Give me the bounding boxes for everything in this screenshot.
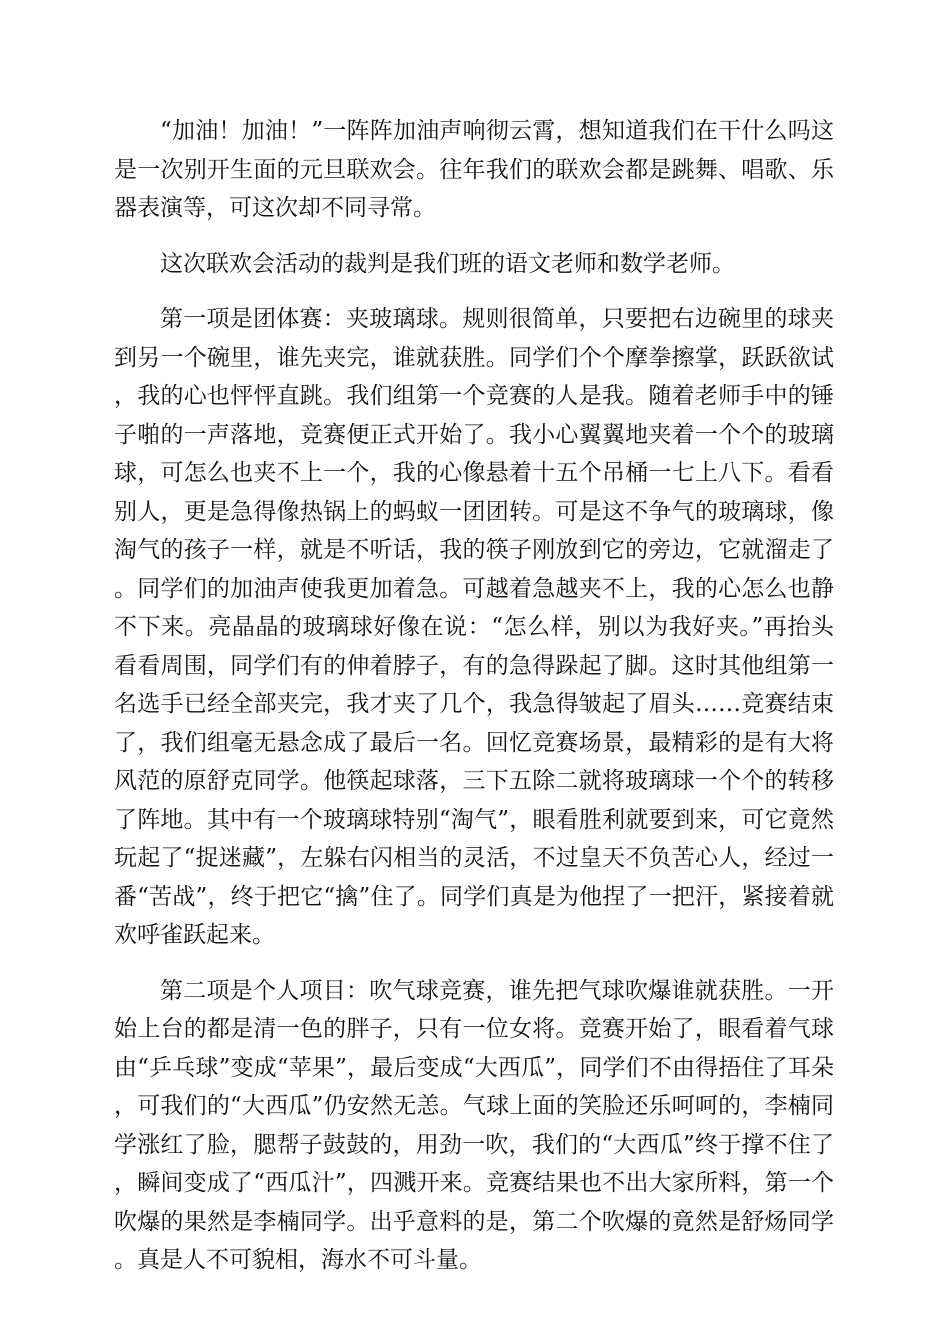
paragraph-balloon-game: 第二项是个人项目：吹气球竞赛，谁先把气球吹爆谁就获胜。一开始上台的都是清一色的胖子，只有一位女将。竞赛开始了，眼看着气球由“乒乓球”变成“苹果”，最后变成“大西瓜”，同学们不由得捂住了耳朵，可我们的“大西瓜”仍安然无恙。气球上面的笑脸还乐呵呵的，李楠同学涨红了脸，腮帮子鼓鼓的，用劲一吹，我们的“大西瓜”终于撑不住了，瞬间变成了“西瓜汁”，四溅开来。竞赛结果也不出大家所料，第一个吹爆的果然是李楠同学。出乎意料的是，第二个吹爆的竟然是舒炀同学。真是人不可貌相，海水不可斗量。 — [114, 977, 834, 1273]
paragraph-judges: 这次联欢会活动的裁判是我们班的语文老师和数学老师。 — [160, 250, 735, 277]
paragraph-intro: “加油！加油！”一阵阵加油声响彻云霄，想知道我们在干什么吗这是一次别开生面的元旦联欢会。往年我们的联欢会都是跳舞、唱歌、乐器表演等，可这次却不同寻常。 — [114, 118, 834, 221]
paragraph-glass-ball-game: 第一项是团体赛：夹玻璃球。规则很简单，只要把右边碗里的球夹到另一个碗里，谁先夹完，谁就获胜。同学们个个摩拳擦掌，跃跃欲试，我的心也怦怦直跳。我们组第一个竞赛的人是我。随着老师手中的锤子啪的一声落地，竞赛便正式开始了。我小心翼翼地夹着一个个的玻璃球，可怎么也夹不上一个，我的心像悬着十五个吊桶一七上八下。看看别人，更是急得像热锅上的蚂蚁一团团转。可是这不争气的玻璃球，像淘气的孩子一样，就是不听话，我的筷子刚放到它的旁边，它就溜走了。同学们的加油声使我更加着急。可越着急越夹不上，我的心怎么也静不下来。亮晶晶的玻璃球好像在说：“怎么样，别以为我好夹。”再抬头看看周围，同学们有的伸着脖子，有的急得跺起了脚。这时其他组第一名选手已经全部夹完，我才夹了几个，我急得皱起了眉头……竞赛结束了，我们组毫无悬念成了最后一名。回忆竞赛场景，最精彩的是有大将风范的原舒克同学。他筷起球落，三下五除二就将玻璃球一个个的转移了阵地。其中有一个玻璃球特别“淘气”，眼看胜利就要到来，可它竟然玩起了“捉迷藏”，左躲右闪相当的灵活，不过皇天不负苦心人，经过一番“苦战”，终于把它“擒”住了。同学们真是为他捏了一把汗，紧接着就欢呼雀跃起来。 — [114, 306, 834, 948]
document-body — [114, 112, 834, 1297]
